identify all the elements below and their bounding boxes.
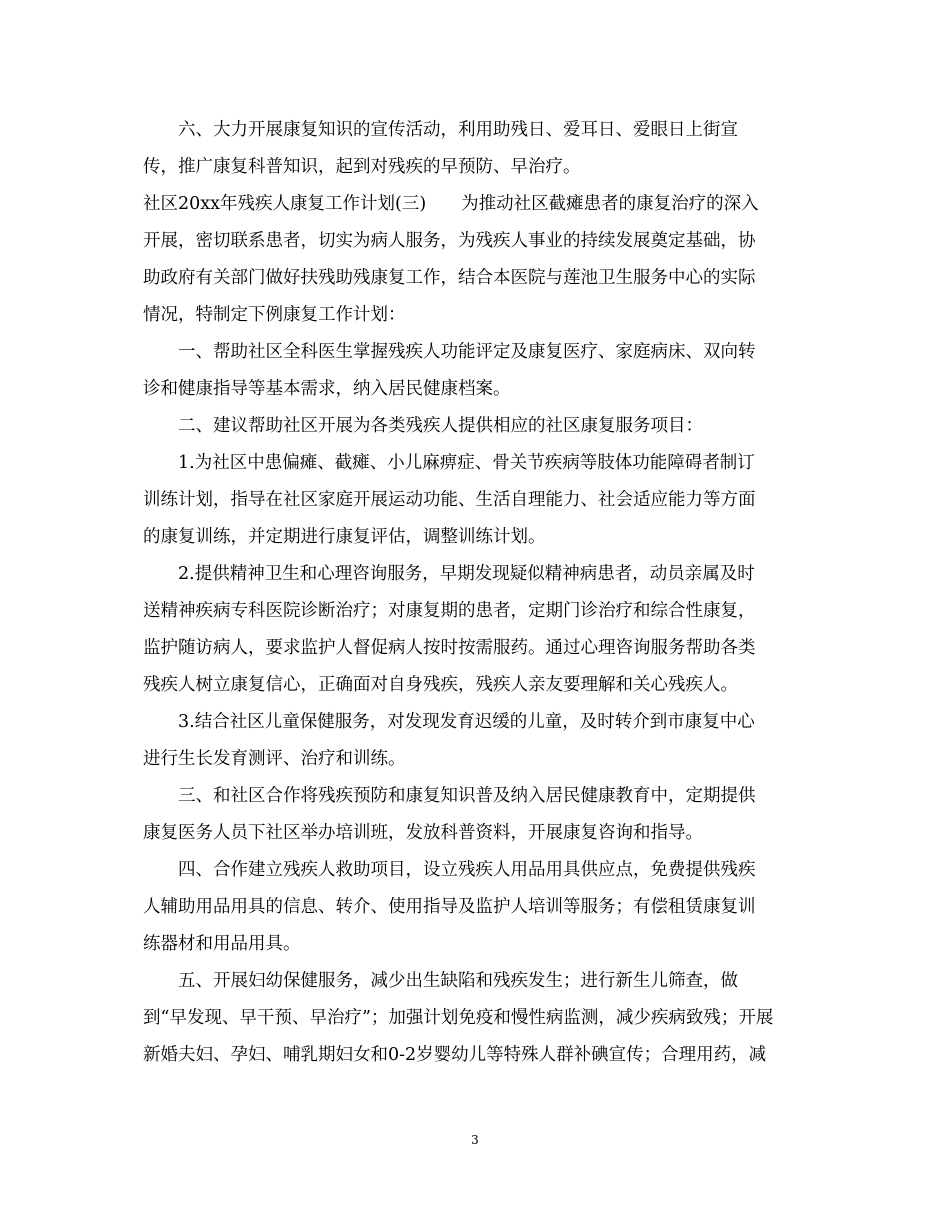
text-line: 开展，密切联系患者，切实为病人服务，为残疾人事业的持续发展奠定基础，协 <box>143 231 756 251</box>
text-line: 三、和社区合作将残疾预防和康复知识普及纳入居民健康教育中，定期提供 <box>178 786 756 806</box>
text-line: 四、合作建立残疾人救助项目，设立残疾人用品用具供应点，免费提供残疾 <box>178 860 756 880</box>
text-line: 诊和健康指导等基本需求，纳入居民健康档案。 <box>143 379 511 399</box>
text-line: 练器材和用品用具。 <box>143 934 301 954</box>
text-line: 3.结合社区儿童保健服务，对发现发育迟缓的儿童，及时转介到市康复中心 <box>178 712 755 732</box>
text-line: 一、帮助社区全科医生掌握残疾人功能评定及康复医疗、家庭病床、双向转 <box>178 342 756 362</box>
text-line: 1.为社区中患偏瘫、截瘫、小儿麻痹症、骨关节疾病等肢体功能障碍者制订 <box>178 453 755 473</box>
text-line: 二、建议帮助社区开展为各类残疾人提供相应的社区康复服务项目： <box>178 416 703 436</box>
text-line: 助政府有关部门做好扶残助残康复工作，结合本医院与莲池卫生服务中心的实际 <box>143 268 756 288</box>
text-line: 传，推广康复科普知识，起到对残疾的早预防、早治疗。 <box>143 157 581 177</box>
text-line: 五、开展妇幼保健服务，减少出生缺陷和残疾发生；进行新生儿筛查，做 <box>178 971 738 991</box>
text-line: 进行生长发育测评、治疗和训练。 <box>143 749 406 769</box>
text-line: 2.提供精神卫生和心理咨询服务，早期发现疑似精神病患者，动员亲属及时 <box>178 564 755 584</box>
text-line: 社区20xx年残疾人康复工作计划(三) 为推动社区截瘫患者的康复治疗的深入 <box>143 194 759 214</box>
text-line: 监护随访病人，要求监护人督促病人按时按需服药。通过心理咨询服务帮助各类 <box>143 638 756 658</box>
text-line: 训练计划，指导在社区家庭开展运动功能、生活自理能力、社会适应能力等方面 <box>143 490 756 510</box>
text-line: 新婚夫妇、孕妇、哺乳期妇女和0-2岁婴幼儿等特殊人群补碘宣传；合理用药，减 <box>143 1045 767 1065</box>
text-line: 人辅助用品用具的信息、转介、使用指导及监护人培训等服务；有偿租赁康复训 <box>143 897 756 917</box>
page-number: 3 <box>471 1133 479 1147</box>
text-line: 的康复训练，并定期进行康复评估，调整训练计划。 <box>143 527 546 547</box>
text-line: 康复医务人员下社区举办培训班，发放科普资料，开展康复咨询和指导。 <box>143 823 703 843</box>
text-line: 送精神疾病专科医院诊断治疗；对康复期的患者，定期门诊治疗和综合性康复， <box>143 601 756 621</box>
text-line: 六、大力开展康复知识的宣传活动，利用助残日、爱耳日、爱眼日上街宣 <box>178 120 738 140</box>
text-line: 情况，特制定下例康复工作计划： <box>143 305 406 325</box>
text-line: 残疾人树立康复信心，正确面对自身残疾，残疾人亲友要理解和关心残疾人。 <box>143 675 738 695</box>
text-line: 到“早发现、早干预、早治疗”；加强计划免疫和慢性病监测，减少疾病致残；开展 <box>143 1008 774 1028</box>
